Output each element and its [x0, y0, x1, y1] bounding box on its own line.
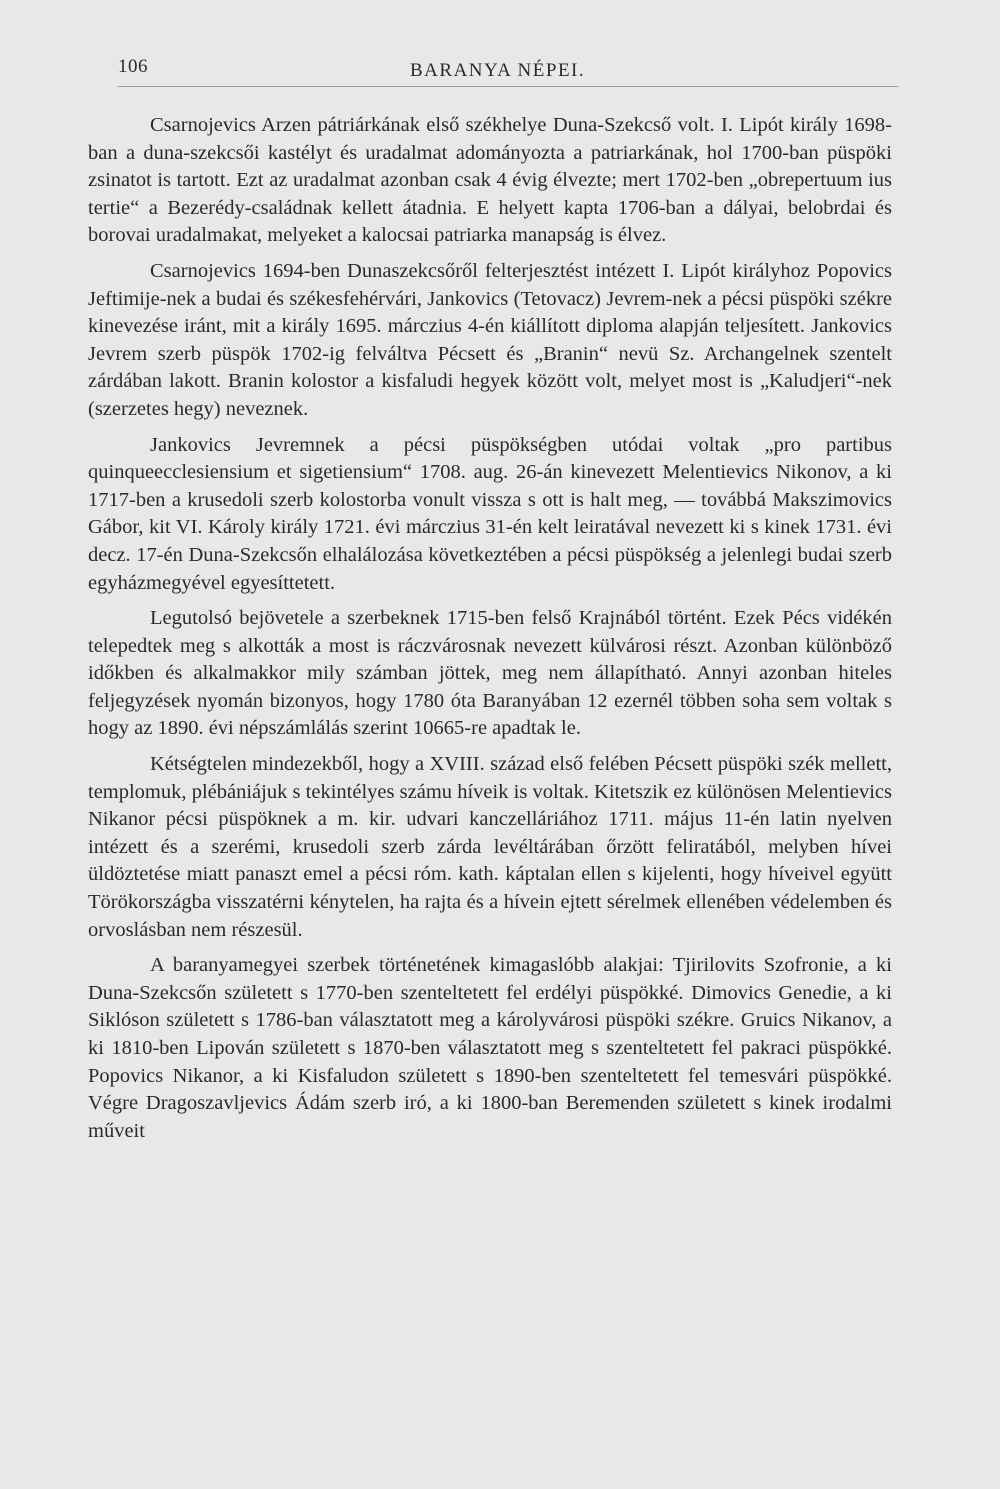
- page-number: 106: [118, 56, 148, 77]
- body-text: [88, 112, 892, 1145]
- paragraph: Csarnojevics Arzen pátriárkának első székhelye Duna-Szekcső volt. I. Lipót király 1698-ban a duna-szekcsői kastélyt és uradalmat adományozta a patriarkának, hol 1700-ban püspöki zsinatot is tartott. Ezt az uradalmat azonban csak 4 évig élvezte; mert 1702-ben „obrepertuum ius tertie“ a Bezerédy-családnak kellett átadnia. E helyett kapta 1706-ban a dályai, belobrdai és borovai uradalmakat, melyeket a kalocsai patriarka manapság is élvez.: [88, 114, 892, 247]
- paragraph: Csarnojevics 1694-ben Dunaszekcsőről felterjesztést intézett I. Lipót királyhoz Popovics Jeftimije-nek a budai és székesfehérvári, Jankovics (Tetovacz) Jevrem-nek a pécsi püspöki székre kinevezése iránt, mit a király 1695. márczius 4-én kiállított diploma alapján teljesített. Jankovics Jevrem szerb püspök 1702-ig felváltva Pécsett és „Branin“ nevü Sz. Archangelnek szentelt zárdában lakott. Branin kolostor a kisfaludi hegyek között volt, melyet most is „Kaludjeri“-nek (szerzetes hegy) neveznek.: [88, 259, 892, 420]
- paragraph: Legutolsó bejövetele a szerbeknek 1715-ben felső Krajnából történt. Ezek Pécs vidékén telepedtek meg s alkották a most is ráczvárosnak nevezett külvárosi részt. Azonban különböző időkben és alkalmakkor mily számban jöttek, meg nem állapítható. Annyi azonban hiteles feljegyzések nyomán bizonyos, hogy 1780 óta Baranyában 12 ezernél többen soha sem voltak s hogy az 1890. évi népszámlálás szerint 10665-re apadtak le.: [88, 607, 892, 740]
- page-header: [118, 50, 898, 90]
- paragraph: A baranyamegyei szerbek történetének kimagaslóbb alakjai: Tjirilovits Szofronie, a ki Duna-Szekcsőn született s 1770-ben szenteltetett fel erdélyi püspökké. Dimovics Genedie, a ki Siklóson született s 1786-ban választatott meg a károlyvárosi püspöki székre. Gruics Nikanov, a ki 1810-ben Lipován született s 1870-ben választatott meg s szenteltetett fel pakraci püspökké. Popovics Nikanor, a ki Kisfaludon született s 1890-ben szenteltetett fel temesvári püspökké. Végre Dragoszavljevics Ádám szerb iró, a ki 1800-ban Beremenden született s kinek irodalmi műveit: [88, 954, 892, 1142]
- paragraph: Jankovics Jevremnek a pécsi püspökségben utódai voltak „pro partibus quinqueecclesiensium et sigetiensium“ 1708. aug. 26-án kinevezett Melentievics Nikonov, a ki 1717-ben a krusedoli szerb kolostorba vonult vissza s ott is halt meg, — továbbá Makszimovics Gábor, kit VI. Károly király 1721. évi márczius 31-én kelt leiratával nevezett ki s kinek 1731. évi decz. 17-én Duna-Szekcsőn elhalálozása következtében a pécsi püspökség a jelenlegi budai szerb egyházmegyével egyesíttetett.: [88, 433, 892, 594]
- running-head: BARANYA NÉPEI.: [410, 60, 586, 81]
- header-rule: [118, 86, 898, 87]
- paragraph: Kétségtelen mindezekből, hogy a XVIII. század első felében Pécsett püspöki szék mellett, templomuk, plébániájuk s tekintélyes számu híveik is voltak. Kitetszik ez különösen Melentievics Nikanor pécsi püspöknek a m. kir. udvari kanczelláriához 1711. május 11-én latin nyelven intézett és a szerémi, krusedoli szerb zárda levéltárában őrzött feliratából, melyben hívei üldöztetése miatt panaszt emel a pécsi róm. kath. káptalan ellen s kijelenti, hogy híveivel együtt Törökországba visszatérni kénytelen, ha rajta és a hívein ejtett sérelmek ellenében védelemben és orvoslásban nem részesül.: [88, 753, 892, 941]
